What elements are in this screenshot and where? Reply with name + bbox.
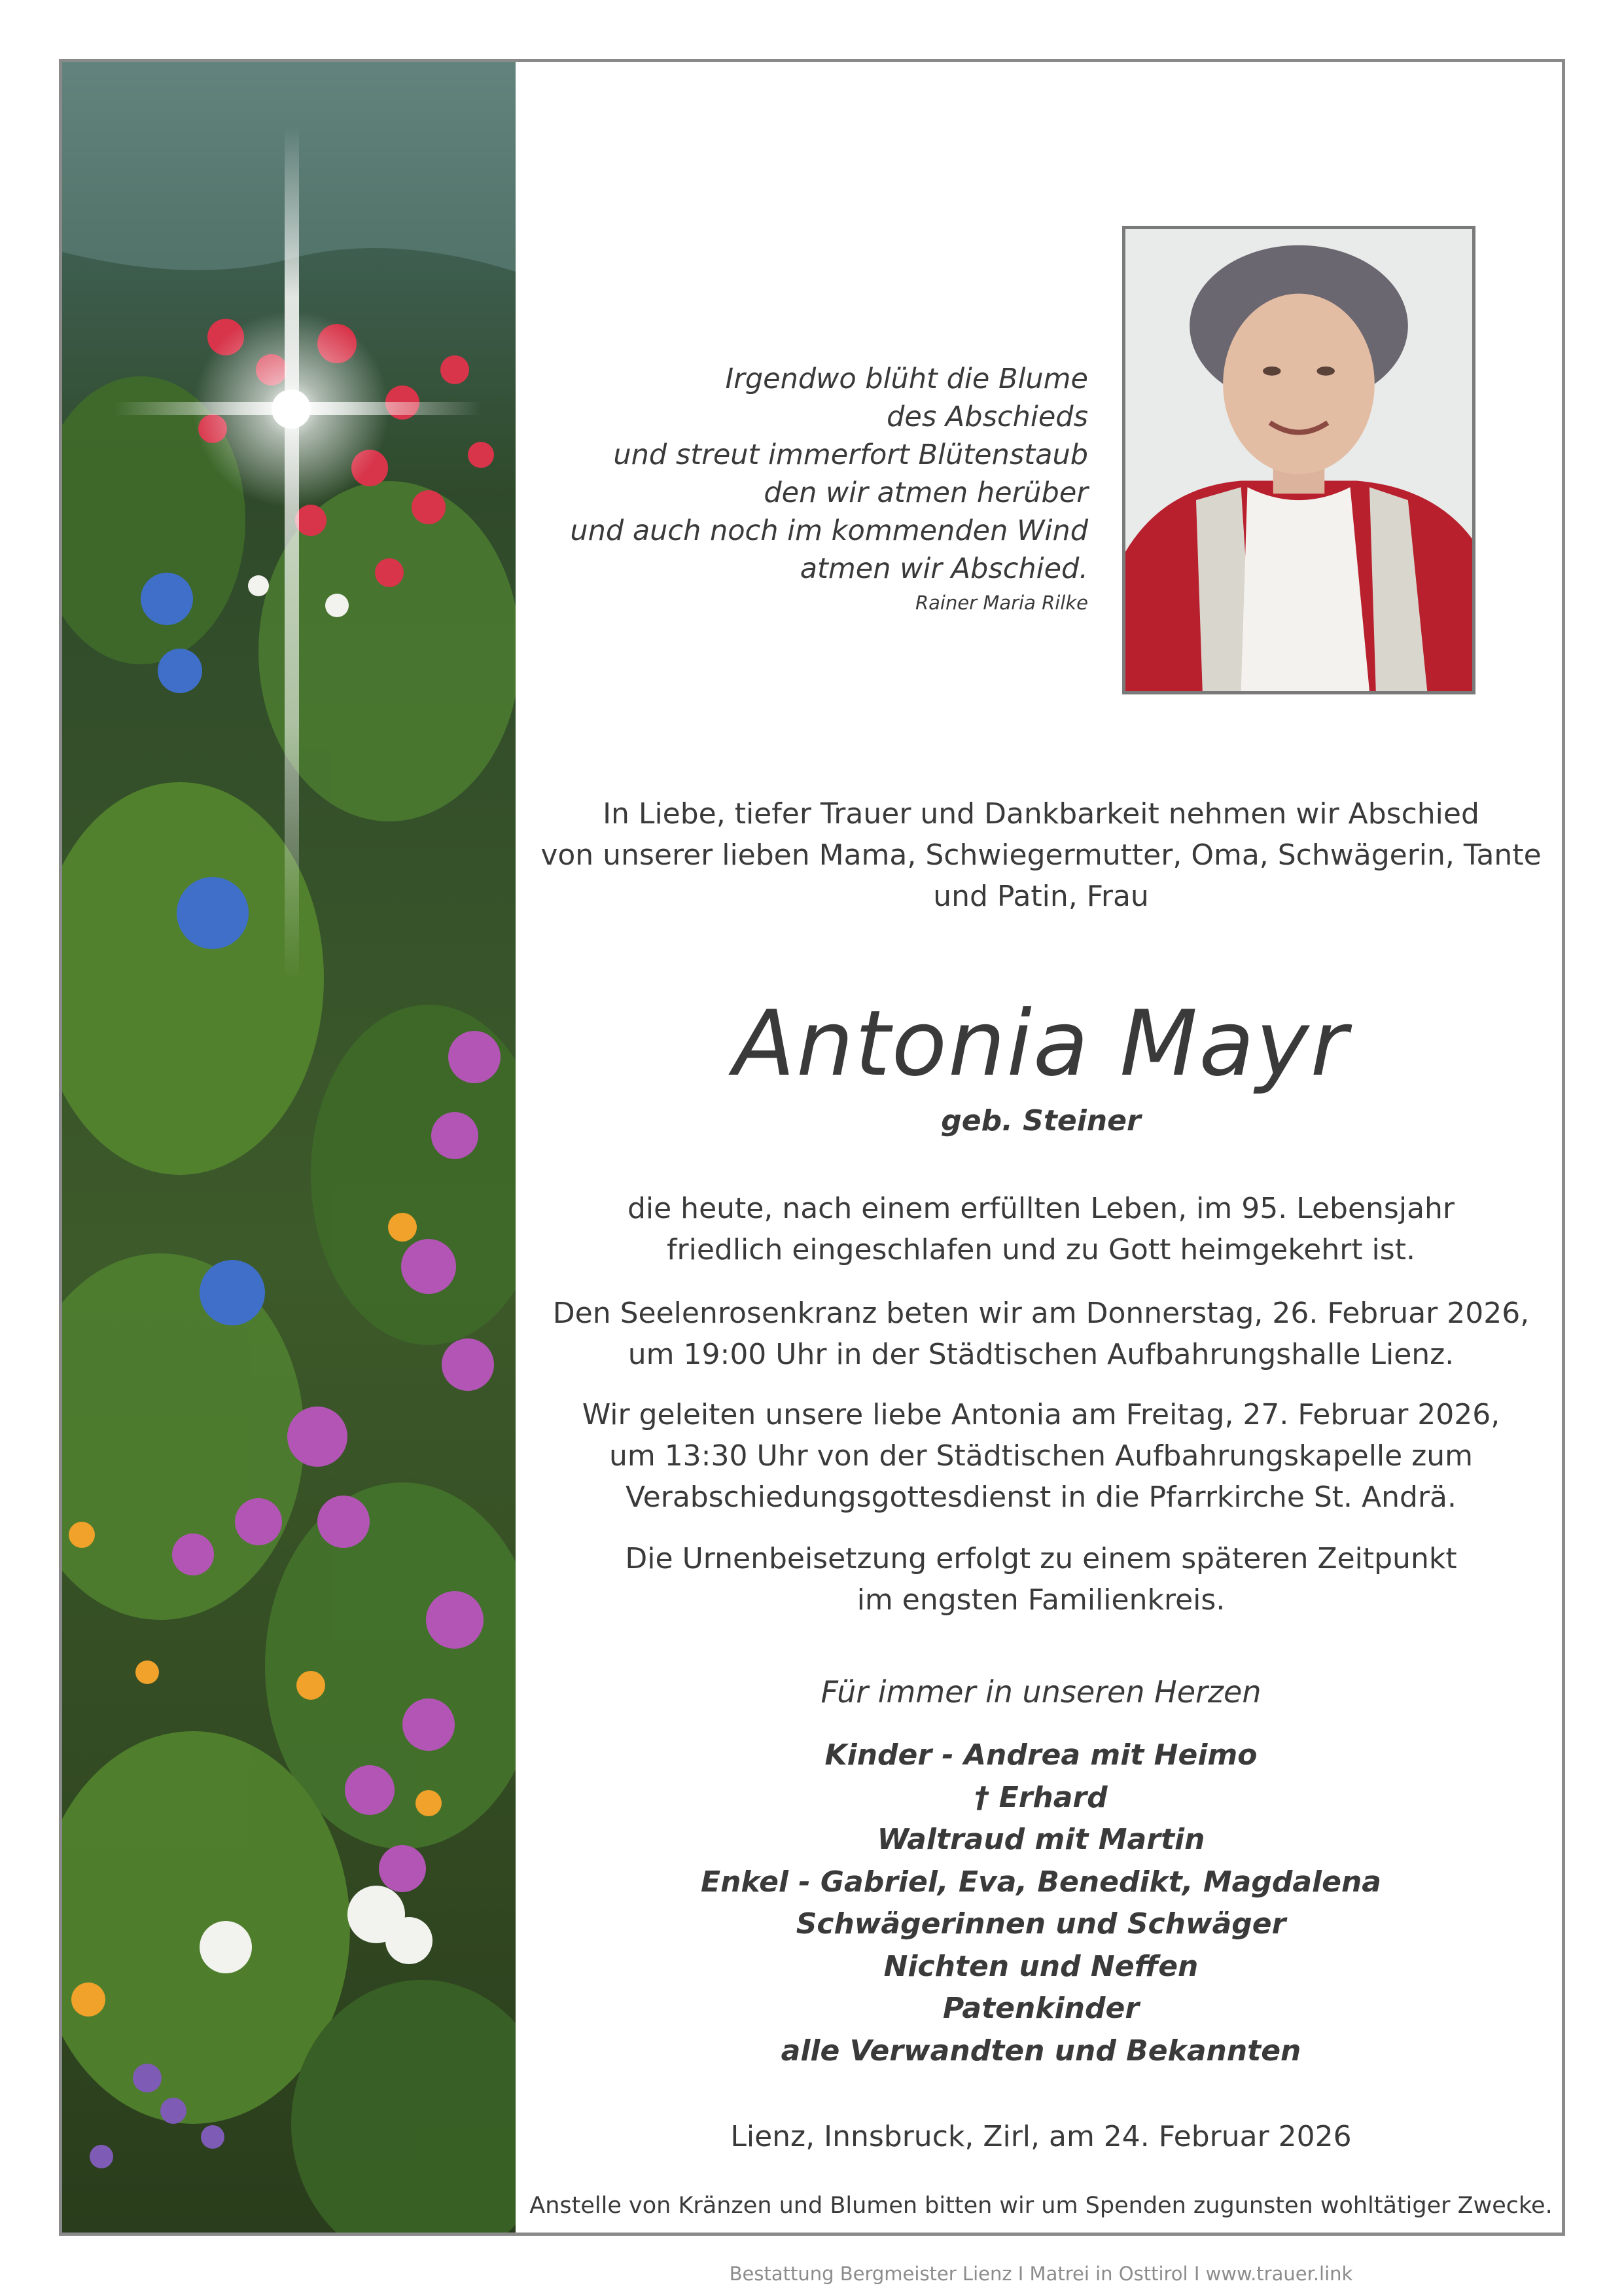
forever-in-hearts: Für immer in unseren Herzen: [821, 1674, 1262, 1710]
paragraph-line: Die Urnenbeisetzung erfolgt zu einem späteren Zeitpunkt: [625, 1542, 1457, 1575]
paragraph-line: Wir geleiten unsere liebe Antonia am Freitag, 27. Februar 2026,: [582, 1398, 1500, 1431]
paragraph-rosary: [520, 1293, 1562, 1375]
family-line: Patenkinder: [942, 1992, 1140, 2025]
poem-line: und auch noch im kommenden Wind: [570, 514, 1088, 547]
birth-name: geb. Steiner: [941, 1104, 1141, 1138]
place-date: Lienz, Innsbruck, Zirl, am 24. Februar 2026: [730, 2120, 1352, 2153]
family-line: † Erhard: [974, 1780, 1108, 1814]
donation-note: Anstelle von Kränzen und Blumen bitten wir um Spenden zugunsten wohltätiger Zwecke.: [529, 2193, 1553, 2219]
poem-line: Irgendwo blüht die Blume: [725, 363, 1088, 395]
family-list: [520, 1734, 1562, 2072]
intro-line: und Patin, Frau: [933, 880, 1149, 913]
deceased-name: Antonia Mayr: [733, 991, 1349, 1096]
poem-line: und streut immerfort Blütenstaub: [613, 439, 1088, 471]
paragraph-line: Den Seelenrosenkranz beten wir am Donnerstag, 26. Februar 2026,: [552, 1297, 1530, 1330]
poem: [520, 360, 1088, 618]
paragraph-funeral: [520, 1394, 1562, 1518]
content-area: [520, 62, 1562, 2285]
funeral-home-footer: Bestattung Bergmeister Lienz I Matrei in Osttirol I www.trauer.link: [729, 2263, 1353, 2285]
paragraph-line: um 13:30 Uhr von der Städtischen Aufbahrungskapelle zum: [609, 1439, 1474, 1473]
paragraph-line: im engsten Familienkreis.: [856, 1583, 1226, 1617]
paragraph-line: Verabschiedungsgottesdienst in die Pfarrkirche St. Andrä.: [626, 1480, 1456, 1514]
intro-text: [520, 793, 1562, 917]
paragraph-line: um 19:00 Uhr in der Städtischen Aufbahrungshalle Lienz.: [627, 1338, 1455, 1371]
intro-line: In Liebe, tiefer Trauer und Dankbarkeit nehmen wir Abschied: [603, 797, 1479, 831]
poem-line: des Abschieds: [887, 401, 1088, 433]
family-line: Enkel - Gabriel, Eva, Benedikt, Magdalena: [701, 1865, 1381, 1899]
poem-author: Rainer Maria Rilke: [915, 592, 1088, 614]
poem-line: den wir atmen herüber: [764, 476, 1088, 509]
family-line: Schwägerinnen und Schwäger: [796, 1907, 1286, 1941]
poem-line: atmen wir Abschied.: [800, 552, 1088, 585]
family-line: alle Verwandten und Bekannten: [781, 2034, 1301, 2068]
portrait-photo: [1122, 226, 1475, 694]
paragraph-line: die heute, nach einem erfüllten Leben, im 95. Lebensjahr: [627, 1192, 1455, 1225]
intro-line: von unserer lieben Mama, Schwiegermutter, Oma, Schwägerin, Tante: [540, 838, 1542, 872]
family-line: Kinder - Andrea mit Heimo: [824, 1738, 1258, 1772]
family-line: Waltraud mit Martin: [877, 1823, 1205, 1856]
paragraph-passing: [520, 1188, 1562, 1270]
family-line: Nichten und Neffen: [883, 1949, 1199, 1983]
flower-garden-cross-image: [62, 62, 516, 2233]
paragraph-line: friedlich eingeschlafen und zu Gott heimgekehrt ist.: [667, 1233, 1415, 1266]
paragraph-urn: [520, 1538, 1562, 1621]
